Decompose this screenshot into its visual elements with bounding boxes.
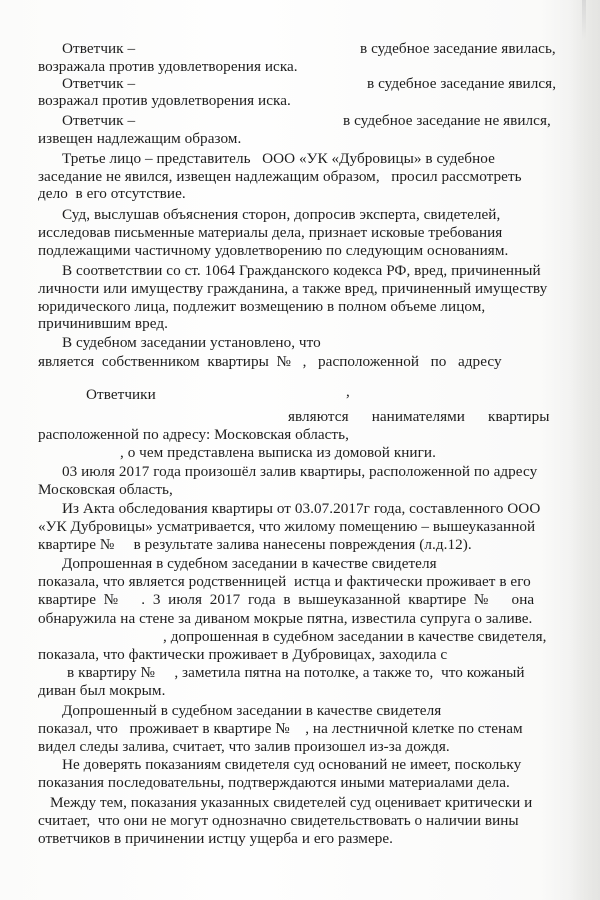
text-line: являются нанимателями квартиры	[288, 408, 550, 425]
text-line: В соответствии со ст. 1064 Гражданского кодекса РФ, вред, причиненный	[62, 262, 541, 279]
text-line: обнаружила на стене за диваном мокрые пятна, известила супруга о заливе.	[38, 610, 533, 627]
text-line: исследовав письменные материалы дела, признает исковые требования	[38, 224, 503, 241]
text-line: В судебном заседании установлено, что	[62, 334, 321, 351]
text-line: дело в его отсутствие.	[38, 185, 186, 202]
text-line: Не доверять показаниям свидетеля суд оснований не имеет, поскольку	[62, 756, 522, 773]
text-line: , допрошенная в судебном заседании в качестве свидетеля,	[163, 628, 547, 645]
text-line: Из Акта обследования квартиры от 03.07.2017г года, составленного ООО	[62, 500, 541, 517]
text-line: заседание не явился, извещен надлежащим образом, просил рассмотреть	[38, 168, 522, 185]
text-line: Московская область,	[38, 481, 173, 498]
text-line: считает, что они не могут однозначно свидетельствовать о наличии вины	[38, 812, 519, 829]
text-line: причинившим вред.	[38, 315, 168, 332]
text-line: показала, что фактически проживает в Дубровицах, заходила с	[38, 646, 448, 663]
text-line: Ответчики	[86, 386, 156, 403]
text-line: в судебное заседание явился,	[367, 75, 557, 92]
text-line: ответчиков в причинении истцу ущерба и его размере.	[38, 830, 394, 847]
text-line: квартире № в результате залива нанесены повреждения (л.д.12).	[38, 536, 472, 553]
text-line: в судебное заседание явилась,	[360, 40, 556, 57]
text-line: Между тем, показания указанных свидетелей суд оценивает критически и	[50, 794, 533, 811]
text-line: показал, что проживает в квартире № , на лестничной клетке по стенам	[38, 720, 523, 737]
text-line: диван был мокрым.	[38, 682, 166, 699]
text-line: возражала против удовлетворения иска.	[38, 58, 298, 75]
text-line: Суд, выслушав объяснения сторон, допросив эксперта, свидетелей,	[62, 206, 501, 223]
text-line: Ответчик –	[62, 112, 136, 129]
text-line: показания последовательны, подтверждаются иными материалами дела.	[38, 774, 510, 791]
text-line: в судебное заседание не явился,	[343, 112, 551, 129]
text-line: в квартиру № , заметила пятна на потолке, а также то, что кожаный	[67, 664, 525, 681]
text-line: квартире № . 3 июля 2017 года в вышеуказанной квартире № она	[38, 591, 535, 608]
text-line: , о чем представлена выписка из домовой книги.	[120, 444, 436, 461]
text-line: «УК Дубровицы» усматривается, что жилому помещению – вышеуказанной	[38, 518, 536, 535]
text-line: Ответчик –	[62, 75, 136, 92]
text-line: является собственником квартиры № , расположенной по адресу	[38, 353, 502, 370]
text-line: Допрошенный в судебном заседании в качестве свидетеля	[62, 702, 442, 719]
text-line: возражал против удовлетворения иска.	[38, 92, 291, 109]
text-line: личности или имуществу гражданина, а также вред, причиненный имуществу	[38, 280, 548, 297]
text-line: 03 июля 2017 года произошёл залив квартиры, расположенной по адресу	[62, 463, 538, 480]
text-line: юридического лица, подлежит возмещению в полном объеме лицом,	[38, 298, 486, 315]
text-line: извещен надлежащим образом.	[38, 130, 242, 147]
text-line: показала, что является родственницей истца и фактически проживает в его	[38, 573, 531, 590]
text-line: ,	[346, 383, 350, 400]
text-line: расположенной по адресу: Московская область,	[38, 426, 349, 443]
text-line: Третье лицо – представитель ООО «УК «Дубровицы» в судебное	[62, 150, 495, 167]
text-line: Ответчик –	[62, 40, 136, 57]
text-line: подлежащими частичному удовлетворению по следующим основаниям.	[38, 242, 509, 259]
text-line: Допрошенная в судебном заседании в качестве свидетеля	[62, 555, 437, 572]
text-line: видел следы залива, считает, что залив произошел из-за дождя.	[38, 738, 450, 755]
